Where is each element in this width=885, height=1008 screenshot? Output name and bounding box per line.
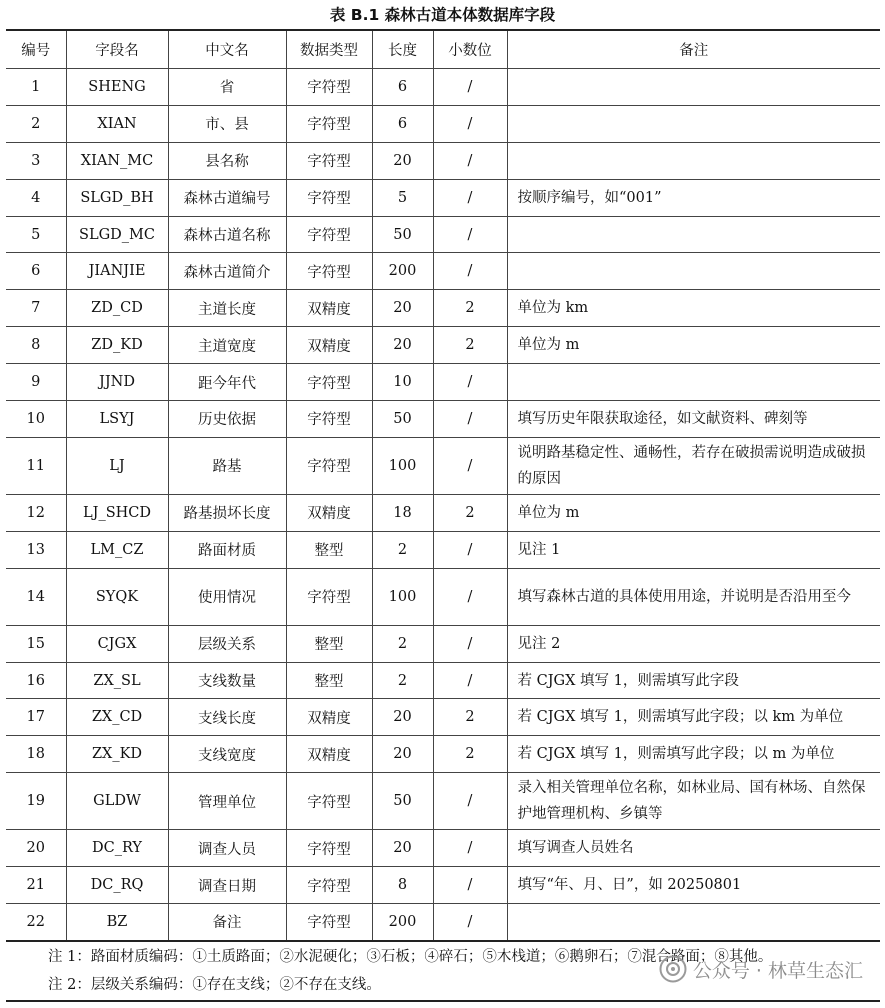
row-data-type: 整型 [286,662,372,699]
row-no: 10 [6,401,66,438]
table-row [6,253,880,290]
table-row [6,867,880,904]
row-length: 8 [372,867,433,904]
row-remark [507,364,880,401]
row-data-type: 字符型 [286,830,372,867]
row-chinese-name: 调查日期 [168,867,286,904]
header-remark: 备注 [507,30,880,69]
row-no: 11 [6,437,66,494]
wechat-official-account-icon [659,955,687,983]
row-length: 6 [372,105,433,142]
row-length: 18 [372,494,433,531]
row-no: 5 [6,216,66,253]
row-remark [507,904,880,941]
row-field-name: JJND [66,364,168,401]
row-length: 2 [372,625,433,662]
table-row [6,568,880,625]
row-data-type: 双精度 [286,736,372,773]
row-chinese-name: 历史依据 [168,401,286,438]
row-remark: 见注 1 [507,531,880,568]
row-remark: 录入相关管理单位名称，如林业局、国有林场、自然保护地管理机构、乡镇等 [507,773,880,830]
row-data-type: 双精度 [286,290,372,327]
row-chinese-name: 支线数量 [168,662,286,699]
table-row [6,364,880,401]
row-field-name: ZD_CD [66,290,168,327]
table-row [6,437,880,494]
row-field-name: SYQK [66,568,168,625]
table-row [6,662,880,699]
row-chinese-name: 距今年代 [168,364,286,401]
table-row [6,290,880,327]
table-row [6,773,880,830]
table-row [6,179,880,216]
row-remark [507,105,880,142]
row-chinese-name: 层级关系 [168,625,286,662]
row-data-type: 字符型 [286,364,372,401]
table-body [6,69,880,941]
row-chinese-name: 支线长度 [168,699,286,736]
row-decimals: 2 [433,327,507,364]
row-field-name: SLGD_MC [66,216,168,253]
row-length: 100 [372,568,433,625]
row-no: 4 [6,179,66,216]
row-field-name: CJGX [66,625,168,662]
row-decimals: / [433,401,507,438]
row-no: 20 [6,830,66,867]
row-chinese-name: 市、县 [168,105,286,142]
row-chinese-name: 支线宽度 [168,736,286,773]
row-field-name: ZD_KD [66,327,168,364]
row-chinese-name: 主道长度 [168,290,286,327]
row-chinese-name: 森林古道简介 [168,253,286,290]
row-chinese-name: 备注 [168,904,286,941]
row-no: 21 [6,867,66,904]
row-chinese-name: 省 [168,69,286,106]
row-no: 15 [6,625,66,662]
watermark-text: 公众号 · 林草生态汇 [692,959,863,982]
row-remark: 单位为 m [507,494,880,531]
row-field-name: JIANJIE [66,253,168,290]
header-decimals: 小数位 [433,30,507,69]
row-no: 9 [6,364,66,401]
row-chinese-name: 调查人员 [168,830,286,867]
row-decimals: / [433,867,507,904]
row-data-type: 字符型 [286,253,372,290]
row-decimals: / [433,830,507,867]
row-no: 13 [6,531,66,568]
header-no: 编号 [6,30,66,69]
row-no: 12 [6,494,66,531]
row-decimals: 2 [433,699,507,736]
row-data-type: 整型 [286,531,372,568]
table-row [6,327,880,364]
row-remark: 见注 2 [507,625,880,662]
header-data-type: 数据类型 [286,30,372,69]
row-decimals: / [433,179,507,216]
row-field-name: LJ_SHCD [66,494,168,531]
row-remark: 填写“年、月、日”，如 20250801 [507,867,880,904]
header-chinese-name: 中文名 [168,30,286,69]
row-chinese-name: 主道宽度 [168,327,286,364]
header-field-name: 字段名 [66,30,168,69]
field-table [6,29,880,942]
row-length: 10 [372,364,433,401]
row-decimals: / [433,625,507,662]
row-chinese-name: 路面材质 [168,531,286,568]
row-field-name: SHENG [66,69,168,106]
row-decimals: / [433,105,507,142]
row-remark [507,253,880,290]
note-2: 注 2：层级关系编码：①存在支线；②不存在支线。 [48,977,381,993]
row-data-type: 整型 [286,625,372,662]
row-no: 8 [6,327,66,364]
table-row [6,736,880,773]
row-length: 2 [372,662,433,699]
row-decimals: / [433,531,507,568]
row-length: 200 [372,904,433,941]
row-no: 3 [6,142,66,179]
row-decimals: 2 [433,494,507,531]
row-remark: 若 CJGX 填写 1，则需填写此字段 [507,662,880,699]
row-length: 20 [372,736,433,773]
row-chinese-name: 森林古道名称 [168,216,286,253]
row-field-name: ZX_SL [66,662,168,699]
row-length: 6 [372,69,433,106]
row-no: 16 [6,662,66,699]
row-length: 50 [372,216,433,253]
row-field-name: DC_RY [66,830,168,867]
row-data-type: 字符型 [286,568,372,625]
row-data-type: 字符型 [286,773,372,830]
row-decimals: 2 [433,290,507,327]
row-decimals: / [433,437,507,494]
table-row [6,105,880,142]
row-field-name: ZX_KD [66,736,168,773]
row-length: 5 [372,179,433,216]
row-decimals: / [433,773,507,830]
row-decimals: / [433,904,507,941]
row-decimals: / [433,253,507,290]
row-chinese-name: 使用情况 [168,568,286,625]
row-decimals: / [433,69,507,106]
row-length: 20 [372,699,433,736]
row-data-type: 字符型 [286,904,372,941]
row-chinese-name: 管理单位 [168,773,286,830]
header-row [6,30,880,69]
row-decimals: / [433,662,507,699]
row-decimals: / [433,568,507,625]
row-data-type: 字符型 [286,437,372,494]
row-no: 14 [6,568,66,625]
row-remark: 若 CJGX 填写 1，则需填写此字段；以 km 为单位 [507,699,880,736]
row-decimals: / [433,142,507,179]
row-data-type: 字符型 [286,867,372,904]
table-row [6,69,880,106]
table-row [6,401,880,438]
row-data-type: 字符型 [286,401,372,438]
row-length: 20 [372,290,433,327]
row-remark: 按顺序编号，如“001” [507,179,880,216]
row-remark: 填写历史年限获取途径，如文献资料、碑刻等 [507,401,880,438]
table-row [6,830,880,867]
row-remark [507,69,880,106]
row-chinese-name: 路基 [168,437,286,494]
row-field-name: XIAN_MC [66,142,168,179]
row-length: 50 [372,773,433,830]
row-no: 1 [6,69,66,106]
row-remark: 说明路基稳定性、通畅性，若存在破损需说明造成破损的原因 [507,437,880,494]
row-remark: 填写森林古道的具体使用用途，并说明是否沿用至今 [507,568,880,625]
row-no: 19 [6,773,66,830]
row-no: 7 [6,290,66,327]
row-data-type: 字符型 [286,216,372,253]
row-field-name: ZX_CD [66,699,168,736]
row-no: 18 [6,736,66,773]
row-remark: 单位为 m [507,327,880,364]
row-data-type: 双精度 [286,494,372,531]
row-decimals: 2 [433,736,507,773]
row-data-type: 双精度 [286,327,372,364]
row-length: 100 [372,437,433,494]
watermark [659,955,863,983]
table-row [6,142,880,179]
row-length: 200 [372,253,433,290]
row-field-name: LSYJ [66,401,168,438]
note-1: 注 1：路面材质编码：①土质路面；②水泥硬化；③石板；④碎石；⑤木栈道；⑥鹅卵石；⑦混合路面；⑧其他。 [48,949,773,965]
row-no: 2 [6,105,66,142]
row-field-name: LM_CZ [66,531,168,568]
table-row [6,904,880,941]
row-field-name: XIAN [66,105,168,142]
row-length: 50 [372,401,433,438]
header-length: 长度 [372,30,433,69]
row-length: 20 [372,327,433,364]
row-decimals: / [433,364,507,401]
table-row [6,531,880,568]
table-caption: 表 B.1 森林古道本体数据库字段 [329,6,556,24]
row-decimals: / [433,216,507,253]
row-remark: 填写调查人员姓名 [507,830,880,867]
row-length: 20 [372,142,433,179]
row-field-name: LJ [66,437,168,494]
row-data-type: 字符型 [286,179,372,216]
row-no: 6 [6,253,66,290]
row-data-type: 字符型 [286,69,372,106]
row-field-name: BZ [66,904,168,941]
row-remark [507,216,880,253]
row-data-type: 双精度 [286,699,372,736]
row-data-type: 字符型 [286,105,372,142]
table-row [6,699,880,736]
table-row [6,625,880,662]
row-chinese-name: 森林古道编号 [168,179,286,216]
row-remark: 若 CJGX 填写 1，则需填写此字段；以 m 为单位 [507,736,880,773]
row-field-name: SLGD_BH [66,179,168,216]
row-length: 20 [372,830,433,867]
row-data-type: 字符型 [286,142,372,179]
table-row [6,494,880,531]
table-row [6,216,880,253]
row-field-name: DC_RQ [66,867,168,904]
row-chinese-name: 县名称 [168,142,286,179]
row-field-name: GLDW [66,773,168,830]
row-no: 22 [6,904,66,941]
row-no: 17 [6,699,66,736]
row-length: 2 [372,531,433,568]
row-chinese-name: 路基损坏长度 [168,494,286,531]
row-remark: 单位为 km [507,290,880,327]
row-remark [507,142,880,179]
